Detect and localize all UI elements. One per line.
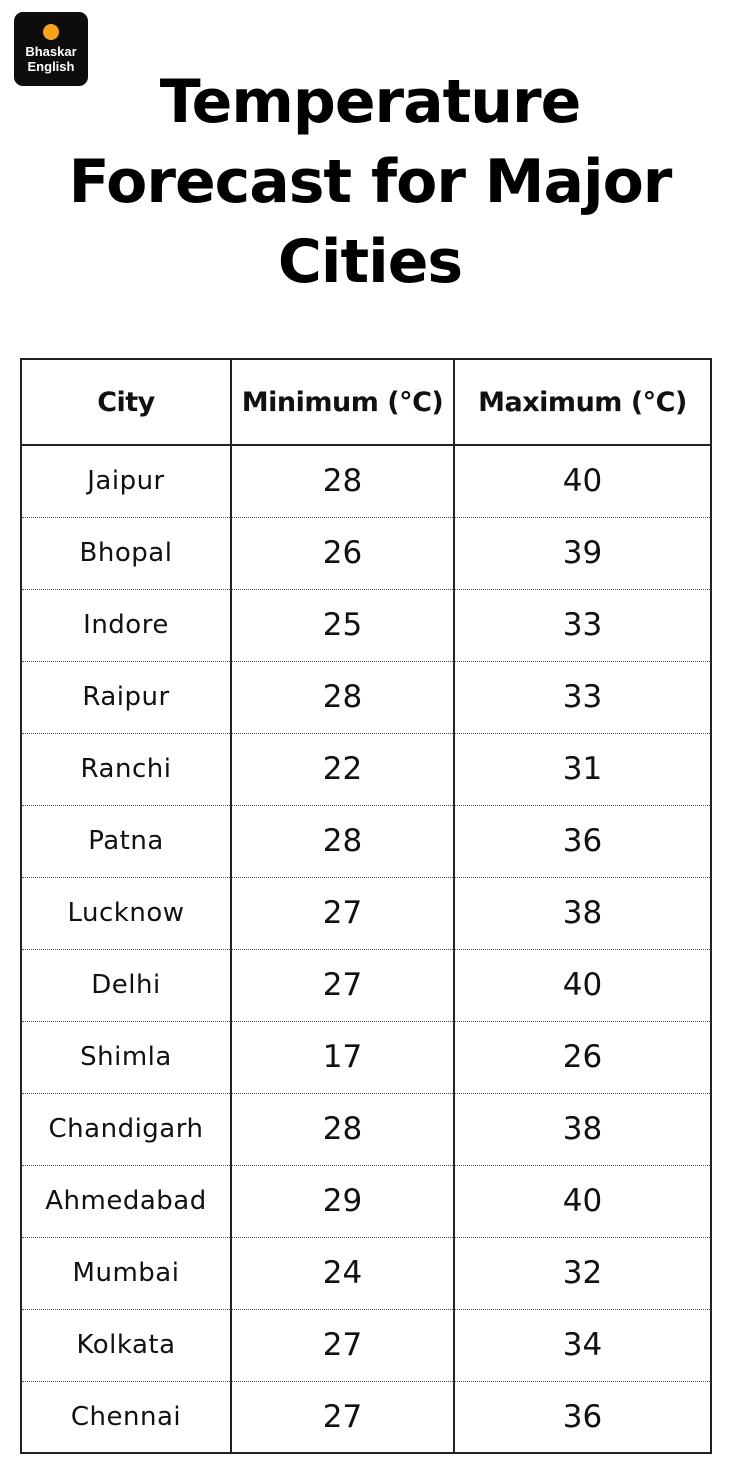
city-cell: Delhi [21,949,231,1021]
max-temp-cell: 36 [454,1381,711,1453]
min-temp-cell: 27 [231,877,454,949]
min-temp-cell: 29 [231,1165,454,1237]
min-temp-cell: 26 [231,517,454,589]
table-row [21,1237,711,1309]
table-header-row [21,359,711,445]
city-cell: Indore [21,589,231,661]
min-temp-cell: 22 [231,733,454,805]
header-minimum: Minimum (°C) [231,359,454,445]
table-row [21,517,711,589]
header-city: City [21,359,231,445]
max-temp-cell: 40 [454,1165,711,1237]
city-cell: Jaipur [21,445,231,517]
table-row [21,1093,711,1165]
table-row [21,1309,711,1381]
table-row [21,445,711,517]
city-cell: Kolkata [21,1309,231,1381]
min-temp-cell: 25 [231,589,454,661]
max-temp-cell: 34 [454,1309,711,1381]
city-cell: Raipur [21,661,231,733]
max-temp-cell: 38 [454,877,711,949]
max-temp-cell: 33 [454,661,711,733]
city-cell: Bhopal [21,517,231,589]
city-cell: Mumbai [21,1237,231,1309]
city-cell: Ranchi [21,733,231,805]
table-row [21,805,711,877]
max-temp-cell: 31 [454,733,711,805]
min-temp-cell: 27 [231,1309,454,1381]
min-temp-cell: 27 [231,1381,454,1453]
city-cell: Chennai [21,1381,231,1453]
max-temp-cell: 32 [454,1237,711,1309]
max-temp-cell: 36 [454,805,711,877]
table-row [21,949,711,1021]
city-cell: Ahmedabad [21,1165,231,1237]
min-temp-cell: 27 [231,949,454,1021]
table-row [21,1381,711,1453]
city-cell: Patna [21,805,231,877]
max-temp-cell: 40 [454,445,711,517]
city-cell: Lucknow [21,877,231,949]
min-temp-cell: 28 [231,661,454,733]
table-row [21,877,711,949]
max-temp-cell: 38 [454,1093,711,1165]
table-row [21,589,711,661]
page-title: Temperature Forecast for Major Cities [68,67,672,297]
min-temp-cell: 28 [231,445,454,517]
table-row [21,661,711,733]
max-temp-cell: 26 [454,1021,711,1093]
min-temp-cell: 28 [231,805,454,877]
table-row [21,733,711,805]
logo-text-line2: English [27,59,75,74]
table-row [21,1165,711,1237]
max-temp-cell: 33 [454,589,711,661]
header-maximum: Maximum (°C) [454,359,711,445]
max-temp-cell: 40 [454,949,711,1021]
city-cell: Shimla [21,1021,231,1093]
table-row [21,1021,711,1093]
min-temp-cell: 28 [231,1093,454,1165]
logo-sun-icon [43,24,59,40]
max-temp-cell: 39 [454,517,711,589]
logo-text-line1: Bhaskar [25,44,77,59]
temperature-table [20,358,712,1454]
city-cell: Chandigarh [21,1093,231,1165]
min-temp-cell: 17 [231,1021,454,1093]
table-body [21,445,711,1453]
min-temp-cell: 24 [231,1237,454,1309]
